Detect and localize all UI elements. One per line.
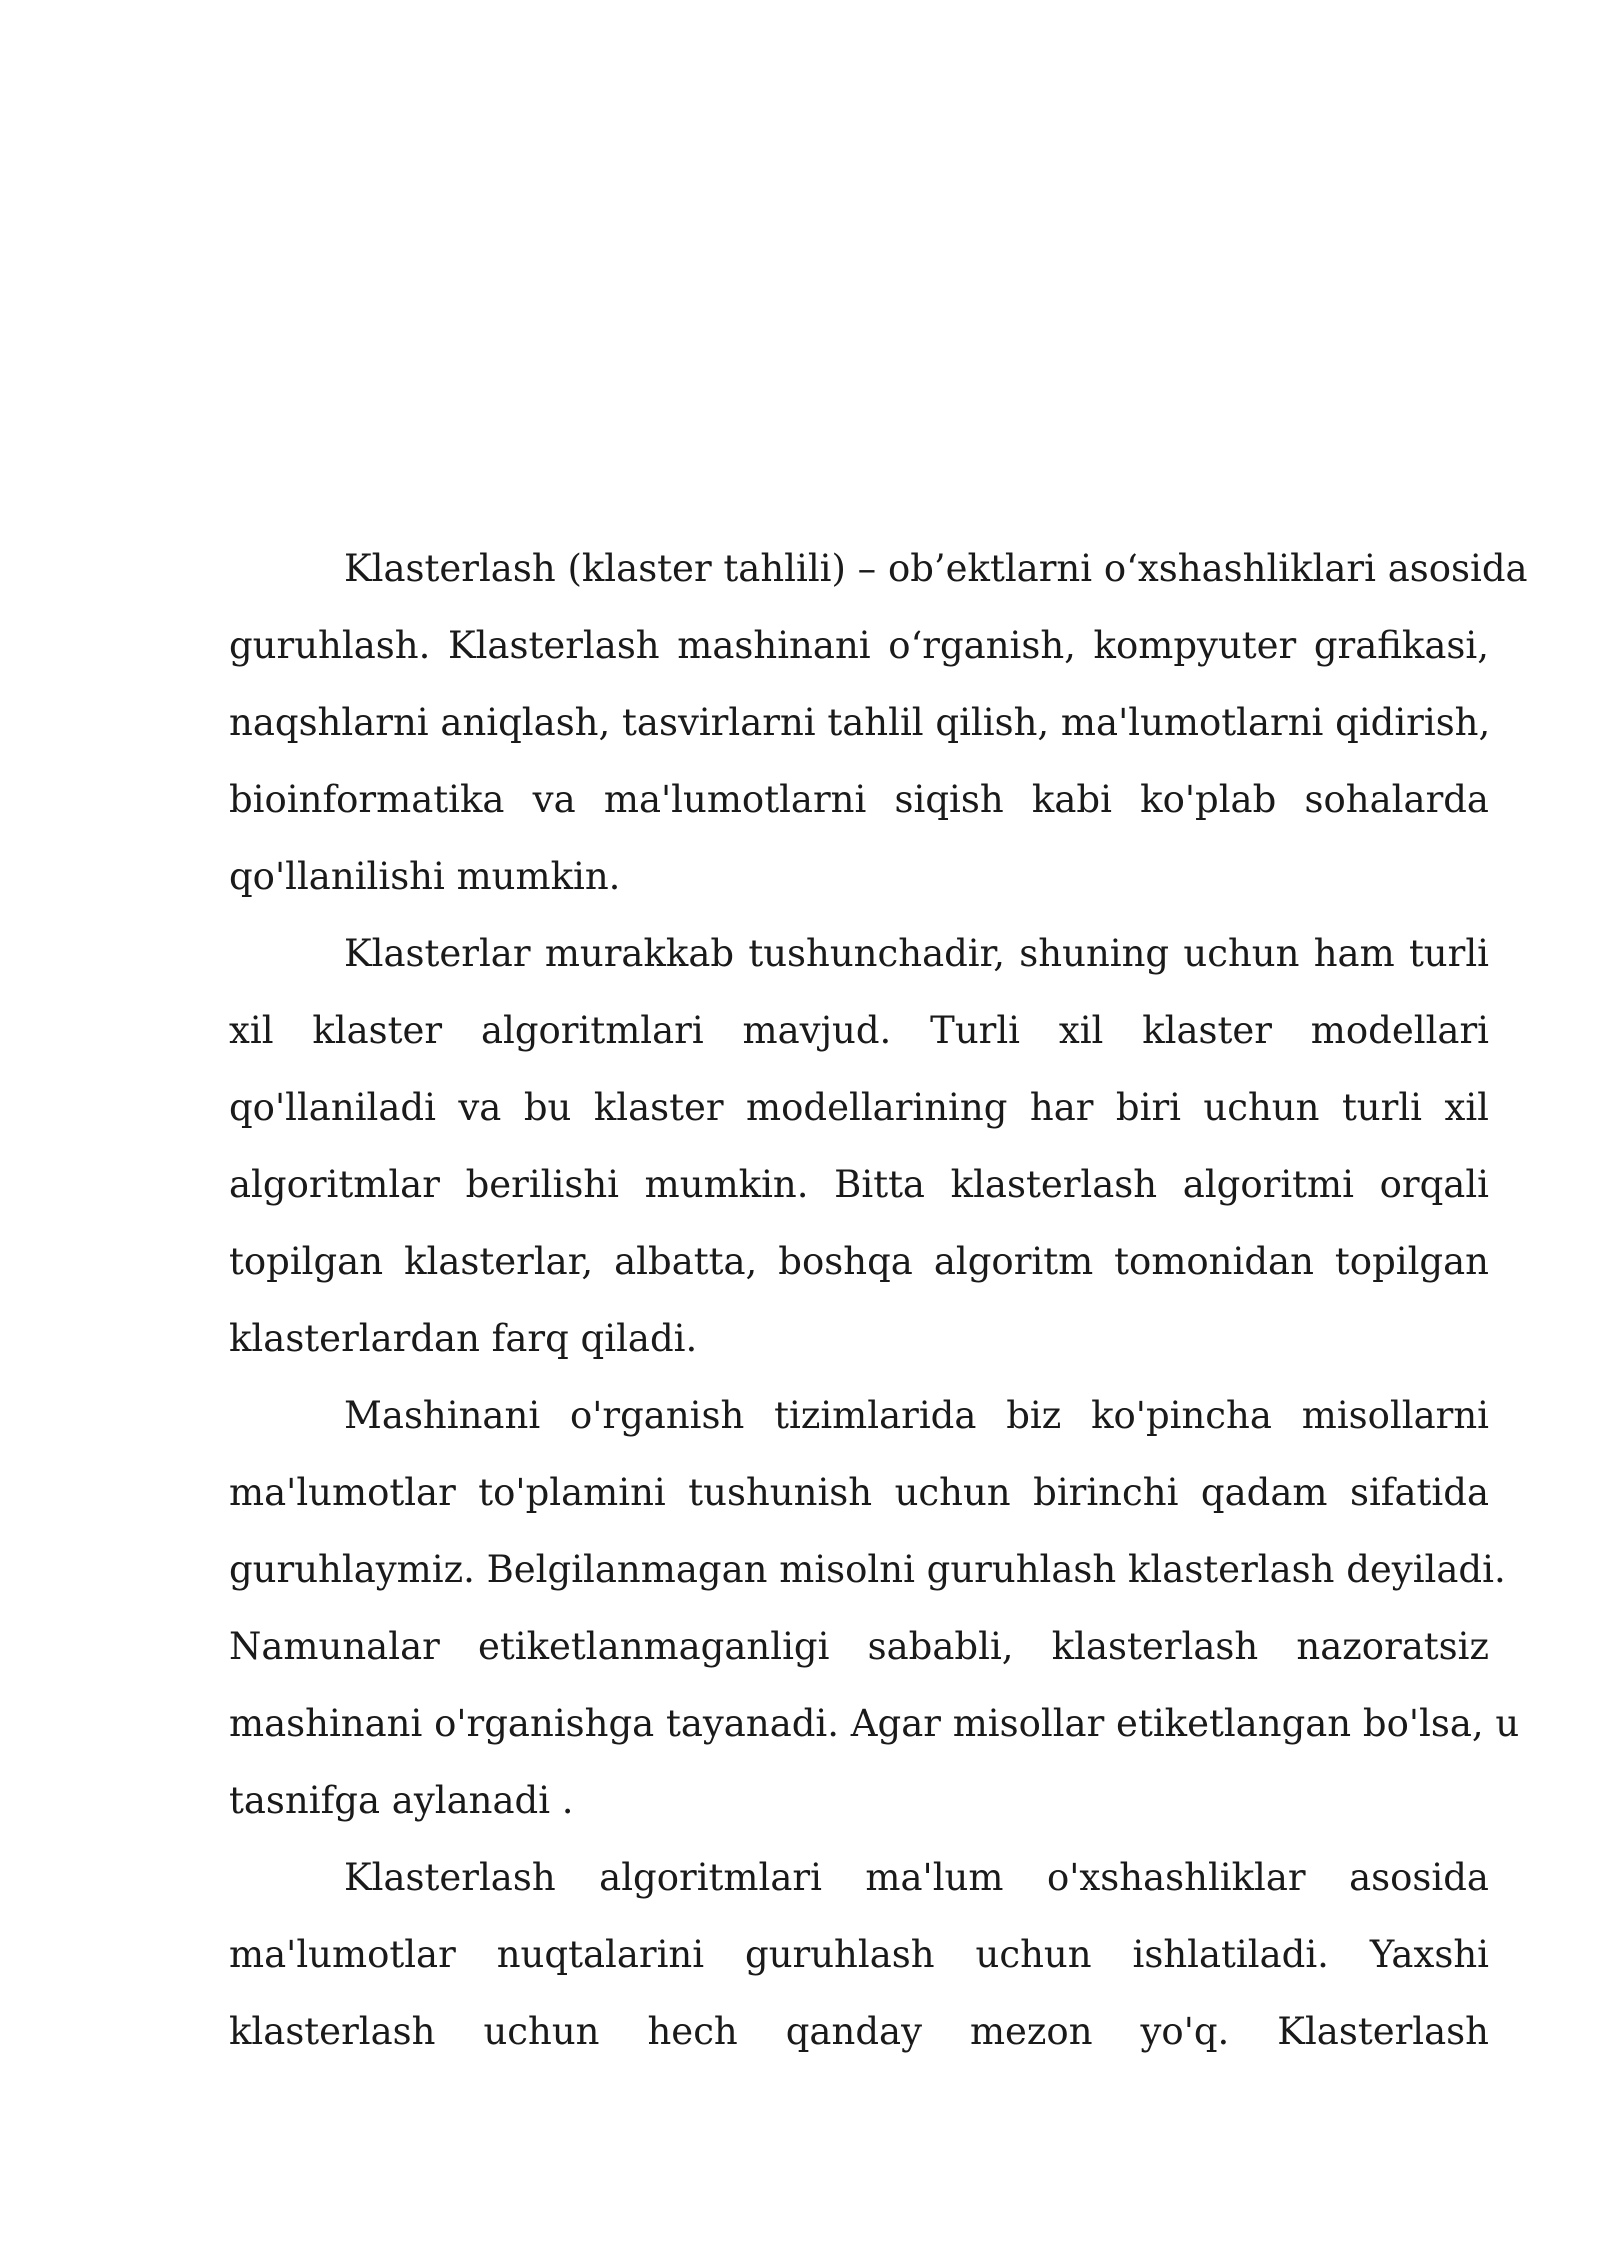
text-line: algoritmlar berilishi mumkin. Bitta klasterlash algoritmi orqali xyxy=(229,1163,1489,1206)
text-line: bioinformatika va ma'lumotlarni siqish kabi ko'plab sohalarda xyxy=(229,778,1489,821)
text-line: ma'lumotlar nuqtalarini guruhlash uchun ishlatiladi. Yaxshi xyxy=(229,1933,1489,1976)
text-line: guruhlash. Klasterlash mashinani o‘rganish, kompyuter grafikasi, xyxy=(229,624,1489,667)
text-line: klasterlardan farq qiladi. xyxy=(229,1317,698,1360)
paragraph-4 xyxy=(229,1839,1489,2070)
text-line: topilgan klasterlar, albatta, boshqa algoritm tomonidan topilgan xyxy=(229,1240,1489,1283)
paragraph-1 xyxy=(229,530,1528,915)
text-line: Namunalar etiketlanmaganligi sababli, klasterlash nazoratsiz xyxy=(229,1625,1489,1668)
document-body xyxy=(229,530,1528,2070)
text-line: tasnifga aylanadi . xyxy=(229,1779,574,1822)
text-line: mashinani o'rganishga tayanadi. Agar misollar etiketlangan bo'lsa, u xyxy=(229,1702,1520,1745)
text-line: ma'lumotlar to'plamini tushunish uchun birinchi qadam sifatida xyxy=(229,1471,1489,1514)
text-line: Mashinani o'rganish tizimlarida biz ko'pincha misollarni xyxy=(344,1394,1489,1437)
text-line: naqshlarni aniqlash, tasvirlarni tahlil qilish, ma'lumotlarni qidirish, xyxy=(229,701,1491,744)
paragraph-2 xyxy=(229,915,1489,1377)
text-line: qo'llanilishi mumkin. xyxy=(229,855,621,898)
text-line: guruhlaymiz. Belgilanmagan misolni guruhlash klasterlash deyiladi. xyxy=(229,1548,1506,1591)
text-line: Klasterlash algoritmlari ma'lum o'xshashliklar asosida xyxy=(344,1856,1489,1899)
text-line: klasterlash uchun hech qanday mezon yo'q. Klasterlash xyxy=(229,2010,1489,2053)
text-line: xil klaster algoritmlari mavjud. Turli xil klaster modellari xyxy=(229,1009,1489,1052)
paragraph-3 xyxy=(229,1377,1520,1839)
text-line: Klasterlar murakkab tushunchadir, shuning uchun ham turli xyxy=(344,932,1489,975)
text-line: qo'llaniladi va bu klaster modellarining har biri uchun turli xil xyxy=(229,1086,1489,1129)
text-line: Klasterlash (klaster tahlili) – ob’ektlarni o‘xshashliklari asosida xyxy=(344,547,1528,590)
